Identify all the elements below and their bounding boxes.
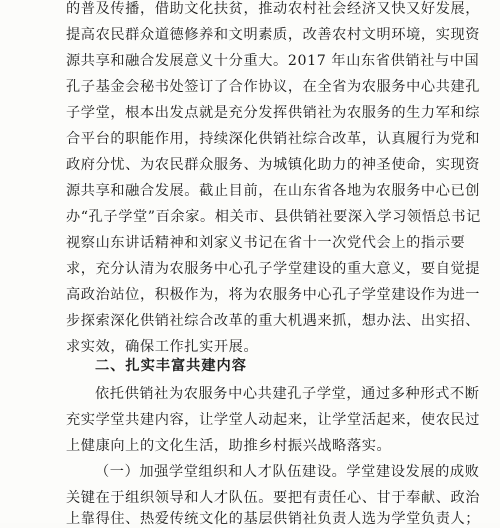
paragraph1-line: 源共享和融合发展意义十分重大。2017 年山东省供销社与中国: [66, 53, 480, 69]
paragraph1-line: 提高农民群众道德修养和文明素质，改善农村文明环境，实现资: [66, 27, 481, 43]
paragraph2-line: 充实学堂共建内容，让学堂人动起来，让学堂活起来，使农民过: [66, 412, 481, 428]
paragraph1-line: 视察山东讲话精神和刘家义书记在省十一次党代会上的指示要: [66, 235, 466, 251]
section-heading: 二、扎实丰富共建内容: [95, 358, 247, 374]
paragraph1-line: 的普及传播，借助文化扶贫，推动农村社会经济又快又好发展，: [66, 1, 481, 17]
paragraph1-line: 高政治站位，积极作为，将为农服务中心孔子学堂建设作为进一: [66, 287, 481, 303]
paragraph3-line: （一）加强学堂组织和人才队伍建设。学堂建设发展的成败: [95, 464, 480, 480]
paragraph1-line: 步探索深化供销社综合改革的重大机遇来抓，想办法、出实招、: [66, 313, 481, 329]
paragraph1-line: 政府分忧、为农民群众服务、为城镇化助力的神圣使命，实现资: [66, 157, 481, 173]
paragraph3-line: 上靠得住、热爱传统文化的基层供销社负责人选为学堂负责人；: [66, 511, 481, 527]
paragraph1-line: 求，充分认清为农服务中心孔子学堂建设的重大意义，要自觉提: [66, 261, 481, 277]
paragraph3-line: 关键在于组织领导和人才队伍。要把有责任心、甘于奉献、政治: [66, 490, 481, 506]
paragraph1-line: 求实效，确保工作扎实开展。: [66, 339, 259, 355]
paragraph2-line: 依托供销社为农服务中心共建孔子学堂，通过多种形式不断: [95, 386, 480, 402]
paragraph1-line: 合平台的职能作用，持续深化供销社综合改革，认真履行为党和: [66, 131, 481, 147]
paragraph1-line: 源共享和融合发展。截止目前，在山东省各地为农服务中心已创: [66, 183, 481, 199]
paragraph1-line: 孔子基金会秘书处签订了合作协议，在全省为农服务中心共建孔: [66, 79, 481, 95]
paragraph1-line: 办“孔子学堂”百余家。相关市、县供销社要深入学习领悟总书记: [66, 209, 481, 225]
paragraph2-line: 上健康向上的文化生活，助推乡村振兴战略落实。: [66, 438, 392, 454]
paragraph1-line: 子学堂，根本出发点就是充分发挥供销社为农服务的生力军和综: [66, 105, 481, 121]
